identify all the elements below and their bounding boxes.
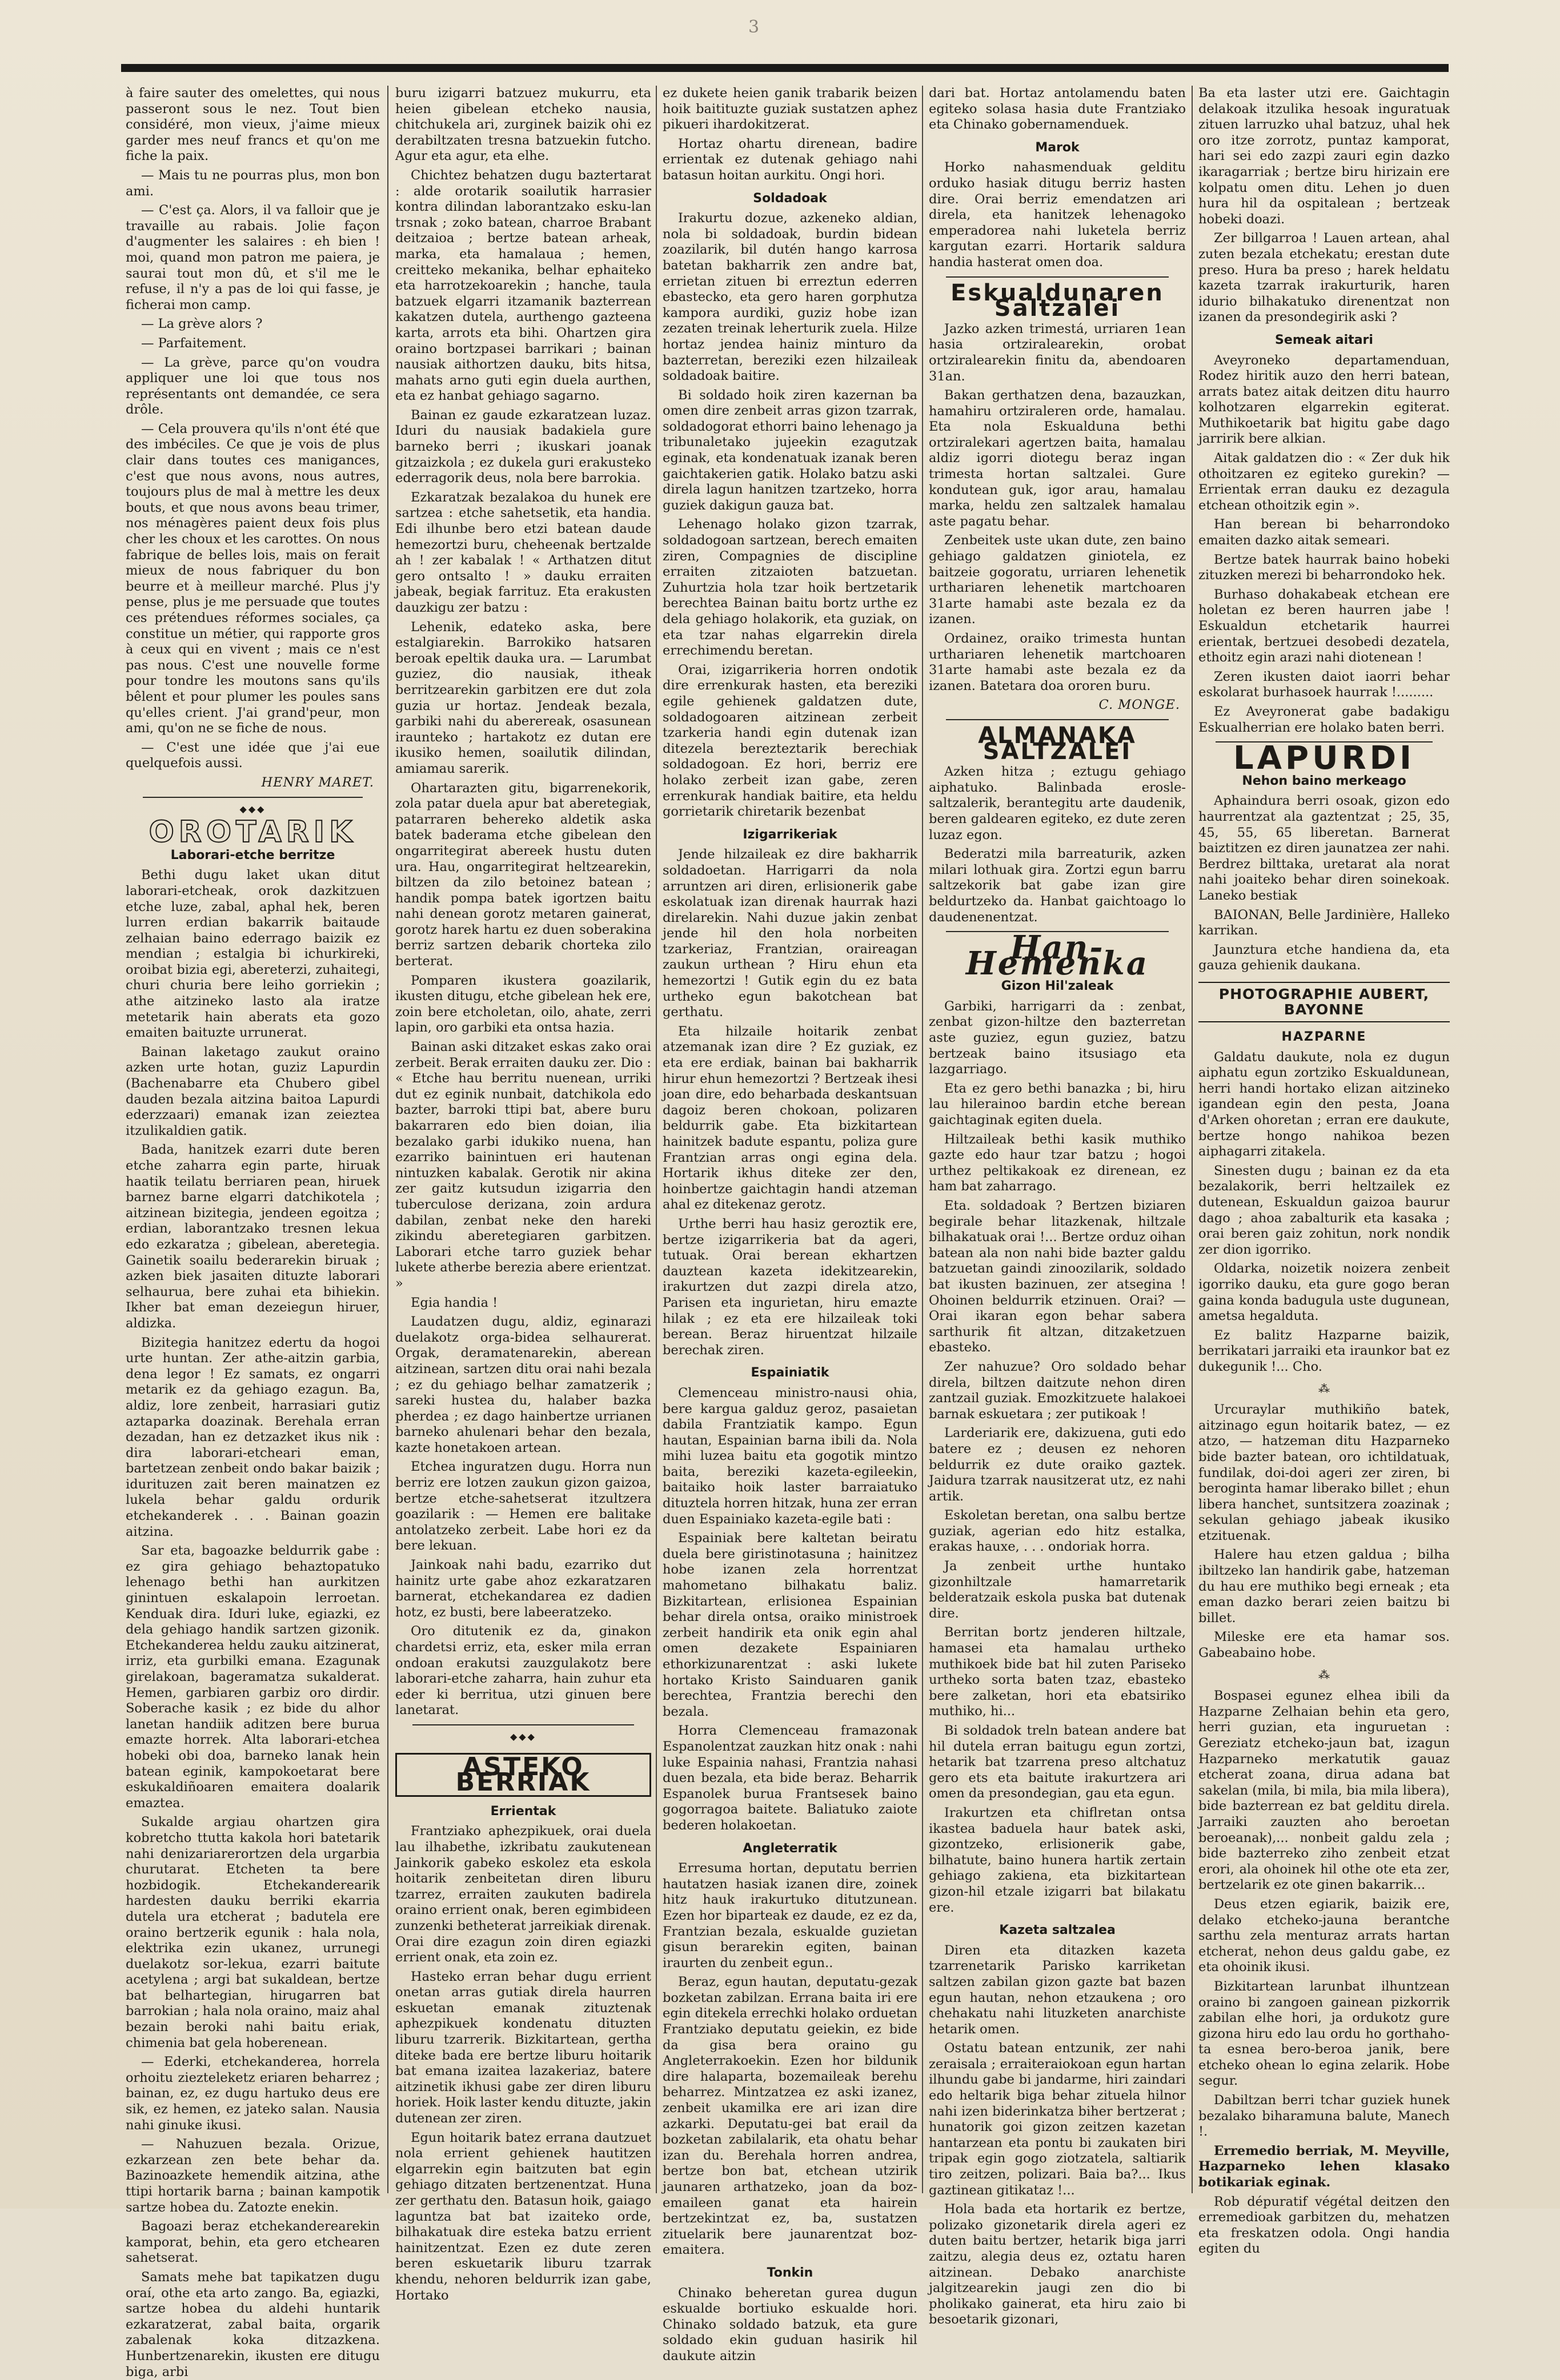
paragraph: Orai, izigarrikeria horren ondotik dire errenkurak hasten, eta bereziki egile gehienek galdatzen dute, soldadogoaren aitzinean zerbeit tzarkeria handi egin dutenak izan ditezela berezteztarik berechiak soldadogoan. Ez hori, berriz ere holako zerbeit izan gabe, zeren errenkurak handiak baitire, eta heldu gorrietarik chiretarik bezenbat bbox=[663, 662, 917, 820]
paragraph: buru izigarri batzuez mukurru, eta heien gibelean etcheko nausia, chitchukela ari, zurginek baizik ohi ez derabiltzaten tresna batzuekin futcho. Agur eta agur, eta elhe. bbox=[395, 86, 651, 164]
article-title: Errientak bbox=[490, 1804, 556, 1819]
paragraph: Eskoletan beretan, ona salbu bertze guziak, agerian edo hitz estalka, erakas hauxe, . . . ondoriak horra. bbox=[929, 1508, 1186, 1555]
paragraph: Zer billgarroa ! Lauen artean, ahal zuten bezala etchekatu; erestan dute preso. Hura ba preso ; harek heldatu kazeta tzarrak irakurturik, haren idurio bilhakatuko direnentzat non izanen da presondegirik aski ? bbox=[1198, 231, 1450, 325]
paragraph: Hiltzaileak bethi kasik muthiko gazte edo haur tzar batzu ; hogoi urthez peltikakoak ez direnean, ez ham bat zaharrago. bbox=[929, 1131, 1186, 1194]
paragraph: Garbiki, harrigarri da : zenbat, zenbat gizon-hiltze den bazterretan aste guziez, egun guziez, batzu bertzeak baino itsusiago eta lazgarriago. bbox=[929, 998, 1186, 1077]
paragraph: Rob dépuratif végétal deitzen den erremedioak garbitzen du, mehatzen eta freskatzen odola. Ongi handia egiten du bbox=[1198, 2194, 1450, 2257]
article-title: Espainiatik bbox=[751, 1366, 829, 1380]
separator: ◆◆◆ bbox=[126, 797, 380, 817]
paragraph: Bakan gerthatzen dena, bazauzkan, hamahiru ortziraleren orde, hamalau. Eta nola Eskualduna bethi ortziralekari agertzen baita, hamalau aldiz igorri diotegu beraz ingan trimesta hortan saltzalei. Gure kondutean guk, igor arau, hamalau marka, heldu zen saltzalek hamalau aste pagatu behar. bbox=[929, 388, 1186, 529]
paragraph: — Cela prouvera qu'ils n'ont été que des imbéciles. Ce que je vois de plus clair dans toutes ces manigances, c'est que nous avons, nous autres, toujours plus de mal à mettre les deux bouts, et que nous avons beau trimer, nos ménagères paient deux fois plus cher les choux et les carottes. On nous fabrique de belles lois, mais on ferait mieux de nous fabriquer du bon beurre et à meilleur marché. Plus j'y pense, plus je me persuade que toutes ces prétendues réformes sociales, ça constitue un métier, qui rapporte gros à ceux qui en vivent ; mais ce n'est pas nous. C'est une nouvelle forme pour tondre les moutons sans qu'ils bêlent et pour plumer les poules sans qu'elles crient. J'ai grand'peur, mon ami, qu'on ne se fiche de nous. bbox=[126, 421, 380, 736]
paragraph: Lehenago holako gizon tzarrak, soldadogoan sartzean, berech emaiten ziren, Compagnies de discipline erraiten zitzaioten batzuetan. Zuhurtzia hola tzar hoik bertzetarik berechtea Bainan baitu bortz urthe ez dela gehiago holakorik, eta guziak, on eta tzar nahas elgarrekin direla errechimendu beretan. bbox=[663, 517, 917, 659]
signature: C. MONGE. bbox=[1098, 697, 1180, 713]
paragraph: Jende hilzaileak ez dire bakharrik soldadoetan. Harrigarri da nola arruntzen ari diren, erlisionerik gabe eskolatuak izan direnak haurrak hazi direlarekin. Nahi duzue jakin zenbat jende hil den hola norbeiten tzarkeriaz, Frantzian, oraireagan zaukun urthean ? Hiru ehun eta hemezortzi ! Gutik egin du ez bata urtheko egun bakotchean bat gerthatu. bbox=[663, 847, 917, 1020]
article-title: Tonkin bbox=[767, 2265, 813, 2280]
star-separator-icon: ⁂ bbox=[1318, 1381, 1330, 1395]
paragraph: Ostatu batean entzunik, zer nahi zeraisala ; erraiteraiokoan egun hartan ilhundu gabe bi jandarme, hiri zaindari edo heltarik biga behar zituela hilnor nahi izen biderinkatza biher bertzerat ; hunatorik goi gizon zeitzen kazetan hantarzean eta pontu bi zaukaten biri tripak egin gogo ziotzatela, saltiarik tiro zeitzen, polizari. Baia ba?... Ikus gaztinean gitikataz !... bbox=[929, 2041, 1186, 2198]
paragraph: — C'est ça. Alors, il va falloir que je travaille au rabais. Jolie façon d'augmenter les salaires : eh bien ! moi, quand mon patron me paiera, je saurai tout mon dû, et s'il me le refuse, il n'y a pas de loi qui fasse, je ficherai mon camp. bbox=[126, 203, 380, 312]
paragraph: Jainkoak nahi badu, ezarriko dut hainitz urte gabe ahoz ezkaratzaren barnerat, etchekandarea ez dadien hotz, ez busti, bere labeeratzeko. bbox=[395, 1558, 651, 1620]
paragraph: Ez balitz Hazparne baizik, berrikatari jarraiki eta iraunkor bat ez dukegunik !... Cho. bbox=[1198, 1327, 1450, 1374]
paragraph: Bizitegia hanitzez edertu da hogoi urte huntan. Zer athe-aitzin garbia, dena legor ! Ez samats, ez ongarri metarik ez da gehiago ezagun. Ba, aldiz, lore zenbeit, harrasiari gutiz aztaparka doazinak. Berehala erran dezadan, han ez detzazket ikus nik : dira laborari-etcheari eman, bartetzean zenbeit ondo bakar baizik ; idurituzen zait beren mainatzen ez lukela behar galdu ordurik etchekanderek . . . Bainan goazin aitzina. bbox=[126, 1335, 380, 1539]
paragraph: Pomparen ikustera goazilarik, ikusten ditugu, etche gibelean hek ere, zoin bere etcholetan, oilo, ahate, zerri lapin, oro garbiki eta ontsa hazia. bbox=[395, 973, 651, 1036]
column-rule bbox=[1192, 86, 1193, 2193]
article-title: Gizon Hil'zaleak bbox=[1001, 979, 1114, 994]
paragraph: Bada, hanitzek ezarri dute beren etche zaharra egin parte, hiruak haatik teilatu berriaren pean, hiruek barnez barne elgarri datchikotela ; aitzinean bizitegia, jendeen egoitza ; erdian, laborantzako tresnen lekua edo ezkaratza ; gibelean, aberetegia. Gainetik soailu bederarekin biruak ; azken biek jasaiten dituzte laborari selhaurua, bere zuhai eta bihiekin. Ikher bat eman dezeiegun hiruer, aldizka. bbox=[126, 1142, 380, 1331]
paragraph: Hasteko erran behar dugu errient onetan arras gutiak direla haurren eskuetan emanak zituztenak aphezpikuek kondenatu dituzten liburu tzarrerik. Bizkitartean, gertha diteke bada ere bertze liburu hoitarik bat emana izaitea lazakeriaz, batere aitzinetik ikhusi gabe zer diren liburu horiek. Hoik laster kendu dituzte, jakin dutenean zer ziren. bbox=[395, 1969, 651, 2126]
section-masthead: ALMANAKA SALTZALEI bbox=[978, 722, 1137, 765]
paragraph: Hortaz ohartu direnean, badire errientak ez dutenak gehiago nahi batasun hoitan aurkitu. Ongi hori. bbox=[663, 136, 917, 183]
paragraph: Zeren ikusten daiot iaorri behar eskolarat burhasoek haurrak !......... bbox=[1198, 669, 1450, 700]
paragraph: Ba eta laster utzi ere. Gaichtagin delakoak itzulika hesoak inguratuak zituen larruzko uhal batzuz, uhal hek oro itze zorrotz, puntaz kamporat, hari sei edo zazpi zauri egin dazko ikaragarriak ; bertze biru hirizain ere kolpatu omen ditu. Lehen jo duen hura hil da ospitalean ; bertzeak hobeki doazi. bbox=[1198, 86, 1450, 227]
paragraph: Sar eta, bagoazke beldurrik gabe : ez gira gehiago behaztopatuko lehenago bethi han aurkitzen ginintuen eskalapoin lerroetan. Kenduak dira. Iduri luke, egiazki, ez dela gehiago handik sartzen gizonik. Etchekanderea heldu zauku aitzinerat, irriz, eta gurbilki emana. Ezagunak girelakoan, bageramatza sukalderat. Hemen, garbiaren garbiz oro dirdir. Soberache kasik ; ez bide du alhor lanetan handiik aditzen bere burua emazte horrek. Alta laborari-etchea hobeki obi doa, barneko lanak hein batean eginik, kampokoetarat bere eskukaldiñoaren emaitera doalarik emaztea. bbox=[126, 1543, 380, 1811]
page-mark: 3 bbox=[748, 17, 760, 37]
paragraph: Urcuraylar muthikiño batek, aitzinago egun hoitarik batez, — ez atzo, — hatzeman ditu Hazparneko bide bazter batean, oro ichtildatuak, fundilak, doi-doi ageri zer ziren, bi beroginta hamar liberako billet ; ehun libera hanchet, suntsitzera zoazinak ; sekulan gehiago jabeak ikusiko etzituenak. bbox=[1198, 1402, 1450, 1543]
paragraph: Ohartarazten gitu, bigarrenekorik, zola patar duela apur bat aberetegiak, patarraren behereko aldetik aska batek baderama etche gibelean den ongarritegirat abereek hustu duten ura. Hau, ongarritegirat heltzearekin, biltzen da zilo betoinez batean ; handik pompa batek igortzen baitu nahi denean gorotz metaren gainerat, gorotz harek hartu ez duen soberakina berriz sartzen debarik chorteka zilo berterat. bbox=[395, 780, 651, 969]
article-title: Semeak aitari bbox=[1275, 332, 1373, 347]
paragraph: Bederatzi mila barreaturik, azken milari lothuak gira. Zortzi egun barru saltzekorik bat gabe izan gire beldurtzeko da. Hanbat gaichtoago lo daudenenentzat. bbox=[929, 846, 1186, 925]
article-title: Soldadoak bbox=[753, 191, 827, 206]
paragraph: Azken hitza ; eztugu gehiago aiphatuko. Balinbada erosle-saltzalerik, berantegitu arte daudenik, beren galdearen egiteko, ez dute zeren luzaz egon. bbox=[929, 764, 1186, 842]
paragraph: Aphaindura berri osoak, gizon edo haurrentzat ala gaztentzat ; 25, 35, 45, 55, 65 liberetan. Barnerat baiztitzen ez diren jaunatzea zer nahi. Berdrez bilttaka, uretarat ala norat nahi joaiteko behar diren soinekoak. Laneko bestiak bbox=[1198, 793, 1450, 903]
paragraph: Eta hilzaile hoitarik zenbat atzemanak izan dire ? Ez guziak, ez eta ere erdiak, bainan bai bakharrik hirur ehun hemezortzi ? Bertzeak ihesi joan dire, edo beharbada deskantsuan dagoiz beren chokoan, polizaren beldurrik gabe. Eta bizkitartean hainitzek badute espantu, poliza gure Frantzian arras ongi egina dela. Hortarik ikhus diteke zer den, hoinbertze gaichtagin handi atzeman ahal ez ditekenaz gerotz. bbox=[663, 1024, 917, 1213]
paragraph: Berritan bortz jenderen hiltzale, hamasei eta hamalau urtheko muthikoek bide bat hil zuten Pariseko urtheko sorta baten tzaz, ebasteko bere zalketan, hori eta ebatsiriko muthiko, hi... bbox=[929, 1625, 1186, 1719]
paragraph: Urthe berri hau hasiz geroztik ere, bertze izigarrikeria bat da ageri, tutuak. Orai berean ekhartzen dauztean kazeta idekitzearekin, irakurtzen dut zazpi direla atzo, Parisen eta ingurietan, hiru emazte hilak ; ez eta ere hilzaileak toki berean. Beraz hiruentzat hilzaile berechak ziren. bbox=[663, 1216, 917, 1358]
top-rule bbox=[121, 64, 1449, 72]
paragraph: Sukalde argiau ohartzen gira kobretcho ttutta kakola hori batetarik nahi denizariarerortzen dela urgarbia churutarat. Etcheten ta bere hozbidogik. Etchekanderearik hardesten dauku berriki ekarria dutela ura etcherat ; badutela ere oraino bertzerik egunik : hala nola, elektrika ezin ukanez, urrunegi duelakotz sor-lekua, ezarri baitute acetylena ; argi bat sukaldean, bertze bat belhartegian, hirugarren bat barrokian ; hala nola oraino, maiz ahal bezain beroki nahi baitu eriak, chimenia bat gela hoberenean. bbox=[126, 1815, 380, 2050]
paragraph: Galdatu daukute, nola ez dugun aiphatu egun zortziko Eskualdunean, herri handi hortako elizan aitzineko igandean egin den pesta, Joana d'Arken ohoretan ; erran ere daukute, bertze hongo nahikoa bezen aiphagarri zitakela. bbox=[1198, 1049, 1450, 1159]
paragraph: Ezkaratzak bezalakoa du hunek ere sartzea : etche sahetsetik, eta handia. Edi ilhunbe bero etzi batean daude hemezortzi buru, cheheenak bertzalde ah ! zer kabalak ! « Arthatzen ditut gero ontsalto ! » dauku erraiten jabeak, begiak farrituz. Eta erakusten dauzkigu zer batzu : bbox=[395, 489, 651, 615]
section-masthead: Han-Hemenka bbox=[965, 929, 1149, 982]
paragraph: Bizkitartean larunbat ilhuntzean oraino bi zangoen gainean pizkorrik zabilan elhe hori, ja ordukotz gure gizona hiru edo lau ordu ho gorthaho-ta esnea bero-beroa janik, bere etcheko ohean lo egina zelarik. Hobe segur. bbox=[1198, 1978, 1450, 2089]
paragraph: à faire sauter des omelettes, qui nous passeront sous le nez. Tout bien considéré, mon vieux, j'aime mieux garder mes neuf francs et qu'on me fiche la paix. bbox=[126, 86, 380, 164]
separator bbox=[929, 276, 1186, 278]
paragraph: Bethi dugu laket ukan ditut laborari-etcheak, orok dazkitzuen etche luze, zabal, aphal hek, beren lurren erdian bakarrik baitaude zelhaian baino ederrago baizik ez mendian ; estalgia bi ichurkireki, oroibat bizia egi, abereterzi, zuhaitegi, churi churia bere leiho gorriekin ; athe aitzineko lasto ala iratze metetarik hain aberats eta gozo emaiten baituzte urrunerat. bbox=[126, 868, 380, 1041]
paragraph: Ordainez, oraiko trimesta huntan urthariaren lehenetik martchoaren 31arte hamabi aste bezala ez da izanen. Batetara doa ororen buru. bbox=[929, 631, 1186, 693]
paragraph: Chichtez behatzen dugu baztertarat : alde orotarik soailutik harrasier kontra dilindan laborantzako esku-lan trsnak ; zoko batean, charroe Brabant deitzaioa ; bertze batean arheak, marka, eta hamalaua ; hemen, creitteko mekanika, belhar ephaiteko eta harrotzekoarekin ; hanche, taula batzuek elgarri itzamanik bazterrean kakatzen dutela, aurthengo gazteena karta, arrots eta bihi. Ohartzen gira oraino bortzpasei barrikari ; bainan nausiak aithortzen dauku, bits hitsa, mahats arno guti egin duela aurthen, eta ez hanbat gehiago sagarno. bbox=[395, 167, 651, 404]
paragraph: Erremedio berriak, M. Meyville, Hazparneko lehen klasako botikariak eginak. bbox=[1198, 2143, 1450, 2190]
paragraph: Horra Clemenceau framazonak Espanolentzat zauzkan hitz onak : nahi luke Espainia nahasi, Frantzia nahasi duen bezala, eta bide beraz. Beharrik Espanolek burua Frantsesek baino gogorragoa baitete. Baliatuko zaiote bederen holakoetan. bbox=[663, 1723, 917, 1833]
signature: HENRY MARET. bbox=[261, 774, 374, 790]
paragraph: Eta ez gero bethi banazka ; bi, hiru lau hilerainoo bardin etche berean gaichtaginak egiten duela. bbox=[929, 1081, 1186, 1128]
paragraph: Jazko azken trimestá, urriaren 1ean hasia ortziralearekin, orobat ortziralearekin finitu da, abendoaren 31an. bbox=[929, 321, 1186, 384]
star-separator-icon: ⁂ bbox=[1318, 1667, 1330, 1681]
separator: ◆◆◆ bbox=[395, 1724, 651, 1745]
paragraph: Samats mehe bat tapikatzen dugu oraí, othe eta arto zango. Ba, egiazki, sartze hobea du aldehi huntarik ezkaratzerat, zabal baita, orgarik zabalenak koka ditzazkena. Hunbertzenarekin, ikusten ere ditugu biga, arbi bbox=[126, 2269, 380, 2379]
paragraph: — Mais tu ne pourras plus, mon bon ami. bbox=[126, 167, 380, 199]
paragraph: Bagoazi beraz etchekanderearekin kamporat, behin, eta gero etchearen sahetserat. bbox=[126, 2219, 380, 2266]
paragraph: Egia handia ! bbox=[411, 1295, 498, 1310]
paragraph: Halere hau etzen galdua ; bilha ibiltzeko lan handirik gabe, hatzeman du hau ere muthiko begi erneak ; eta eman dazko berari zeien baitzu bi billet. bbox=[1198, 1547, 1450, 1626]
paragraph: Diren eta ditazken kazeta tzarrenetarik Parisko karriketan saltzen zabilan gizon gazte bat bazen egun hautan, nehon etzaukena ; oro chehakatu nahi lituzketen anarchiste hetarik omen. bbox=[929, 1942, 1186, 2037]
paragraph: — Ederki, etchekanderea, horrela orhoitu ziezteleketz eriaren beharrez ; bainan, ez, ez dugu hartuko deus ere sik, ez hemen, ez jateko salan. Nausia nahi ginuke ikusi. bbox=[126, 2054, 380, 2133]
advert-banner: PHOTOGRAPHIE AUBERT, BAYONNE bbox=[1198, 982, 1450, 1022]
paragraph: Erresuma hortan, deputatu berrien hautatzen hasiak izanen dire, zoinek hitz hauk irakurtuko ditutzunean. Ezen hor biparteak ez daude, ez ez da, Frantzian bezala, eskualde guzietan gisun berarekin egiten, bainan iraurten du zenbeit egun.. bbox=[663, 1861, 917, 1970]
separator bbox=[929, 719, 1186, 720]
paragraph: Lehenik, edateko aska, bere estalgiarekin. Barrokiko hatsaren beroak epeltik dauka ura. — Larumbat guziez, dio nausiak, itheak berritzearekin garbitzen ere dut zola guzia ur hortaz. Jendeak bezala, garbiki nahi du aberereak, osasunean iraunteko ; hartakotz ez dutan ere ikusiko hemen, soailutik dilindan, amiamau sarerik. bbox=[395, 619, 651, 776]
paragraph: Bainan ez gaude ezkaratzean luzaz. Iduri du nausiak badakiela gure barneko berri ; ikuskari joanak gitzaizkola ; ez dukela guri erakusteko ederragorik deus, nola bere barrokia. bbox=[395, 407, 651, 486]
paragraph: Ja zenbeit urthe huntako gizonhiltzale hamarretarik belderatzaik eskola puska bat dutenak dire. bbox=[929, 1559, 1186, 1621]
article-title: Angleterratik bbox=[743, 1841, 837, 1856]
paragraph: Frantziako aphezpikuek, orai duela lau ilhabethe, izkribatu zaukutenean Jainkorik gabeko eskolez eta eskola hoitarik zenbeitetan diren liburu tzarrez, erraiten zaukuten badirela oraino errient onak, beren egimbideen zunzenki betheterat jarreikiak direnak. Orai dire ezagun zoin diren egiazki errient onak, eta zoin ez. bbox=[395, 1824, 651, 1965]
paragraph: Horko nahasmenduak gelditu orduko hasiak ditugu berriz hasten dire. Orai berriz emendatzen ari direla, eta hanitzek lehenagoko emperadorea nahi luketela berriz kargutan ezarri. Hortarik saldura handia hasterat omen doa. bbox=[929, 160, 1186, 270]
column-3 bbox=[663, 86, 917, 2363]
paragraph: Aveyroneko departamenduan, Rodez hiritik auzo den herri batean, arrats batez aitak deitzen ditu haurro kolhotzaren elgarrekin egiterat. Muthikoetarik bat higitu gabe dago jarririk bere alkian. bbox=[1198, 352, 1450, 447]
advert-masthead: LAPURDI bbox=[1233, 740, 1415, 777]
paragraph: Bainan aski ditzaket eskas zako orai zerbeit. Berak erraiten dauku zer. Dio : « Etche hau berritu nuenean, urriki dut ez eginik nunbait, datchikola edo bazter, barroki ttipi bat, abere buru bakarraren edo bien doian, ilia bezalako garbi idukiko nuena, han ezarriko bainintuen eri hautenan nintuzken kabalak. Gerotik nir akina zer gaitz kutsudun izigarria den tuberculose derizana, zoin ardura dabilan, zenbat neke den hareki zikindu aberetegiaren garbitzen. Laborari etche tarro guziek behar lukete atherbe berezia abere erientzat. » bbox=[395, 1040, 651, 1291]
paragraph: Irakurtzen eta chiflretan ontsa ikastea baduela haur batek aski, gizontzeko, erlisionerik gabe, bilhatute, baino hunera hartik zertain gehiago zakiena, eta bizkitartean gizon-hil etzale izigarri bat bilakatu ere. bbox=[929, 1805, 1186, 1915]
column-1 bbox=[126, 86, 380, 2379]
paragraph: — La grève alors ? bbox=[141, 316, 263, 332]
paragraph: Laudatzen dugu, aldiz, eginarazi duelakotz orga-bidea selhaurerat. Orgak, deramatenarekin, aberean aitzinean, sartzen ditu orai nahi bezala ; ez du gehiago belhar zamatzerik ; sareki hustea du, halaber bazka pherdea ; ez dago hainbertze urrianen barneko ahulenari behar den bezala, kazte honetakoen artean. bbox=[395, 1314, 651, 1455]
paragraph: — Parfaitement. bbox=[141, 335, 247, 351]
paragraph: — La grève, parce qu'on voudra appliquer une loi que tous nos représentants ont demandée, ce sera drôle. bbox=[126, 355, 380, 418]
paragraph: Dabiltzan berri tchar guziek hunek bezalako biharamuna balute, Manech !. bbox=[1198, 2093, 1450, 2140]
column-2 bbox=[395, 86, 651, 2303]
paragraph: BAIONAN, Belle Jardinière, Halleko karrikan. bbox=[1198, 907, 1450, 938]
column-rule bbox=[922, 86, 923, 2193]
article-title: Kazeta saltzalea bbox=[999, 1923, 1116, 1938]
paragraph: Eta. soldadoak ? Bertzen biziaren begirale behar litazkenak, hiltzale bilhakatuak orai !... Bertze orduz oihan batean ala non nahi bide bazter galdu batzuetan gaindi zinoozilarik, soldado bat ikusten bazinuen, zer atsegina ! Ohoinen beldurrik etzinuen. Orai? — Orai ikaran egon behar sabera sarthurik fit altzan, ditzaketzuen ebasteko. bbox=[929, 1198, 1186, 1355]
paragraph: ez dukete heien ganik trabarik beizen hoik baitituzte guziak sustatzen aphez pikueri ihardokitzerat. bbox=[663, 86, 917, 133]
column-rule bbox=[656, 86, 657, 2193]
paragraph: Aitak galdatzen dio : « Zer duk hik othoitzaren ez egiteko gurekin? — Errientak erran dauku ez dezagula etchean othoitzik egin ». bbox=[1198, 451, 1450, 513]
column-4 bbox=[929, 86, 1186, 2327]
paragraph: Bospasei egunez elhea ibili da Hazparne Zelhaian behin eta gero, herri guzian, eta inguruetan : Gereziatz etcheko-jaun bat, izagun Hazparneko merkatutik gauaz etcherat zoana, dirua adana bat sakelan (mila, bi mila, bia mila libera), bide bazterrean ez bat gelditu direla. Jarraiki zauzten aho beroetan beroeanak),... nonbeit galdu zela ; bide bazterreko ziho zenbeit etzat erori, ala ohoinek hil othe ote eta zer, bertzelarik ez ote ginen bakarrik... bbox=[1198, 1688, 1450, 1893]
paragraph: dari bat. Hortaz antolamendu baten egiteko solasa hasia dute Frantziako eta Chinako gobernamenduek. bbox=[929, 86, 1186, 133]
article-title: Laborari-etche berritze bbox=[170, 848, 335, 862]
paragraph: Espainiak bere kaltetan beiratu duela bere giristinotasuna ; hainitzez hobe izanen zela horrentzat mahometano bilhakatu baliz. Bizkitartean, erlisionea Espainian behar direla ontsa, oraiko ministroek zerbeit handirik eta onik egin ahal omen dezakete Espainiaren ethorkizunarentzat : aski lukete hortako Kristo Sainduaren ganik berechtea, Frantzia berechi den bezala. bbox=[663, 1531, 917, 1719]
paragraph: Deus etzen egiarik, baizik ere, delako etcheko-jauna berantche sarthu zela menturaz arrats hartan etcherat, nehon deus galdu gabe, ez eta ohoinik ikusi. bbox=[1198, 1896, 1450, 1975]
article-title: Izigarrikeriak bbox=[743, 827, 837, 842]
paragraph: Bertze batek haurrak baino hobeki zituzken merezi bi beharrondoko hek. bbox=[1198, 552, 1450, 583]
paragraph: Larderiarik ere, dakizuena, guti edo batere ez ; deusen ez nehoren beldurrik ez dute oraiko gaztek. Jaidura tzarrak nausitzerat utz, ez nahi artik. bbox=[929, 1426, 1186, 1504]
paragraph: Jaunztura etche handiena da, eta gauza gehienik daukana. bbox=[1198, 942, 1450, 973]
paragraph: Etchea inguratzen dugu. Horra nun berriz ere lotzen zaukun gizon gaizoa, bertze etche-sahetserat itzultzera goazilarik : — Hemen ere balitake antolatzeko zerbeit. Labe hori ez da bere lekuan. bbox=[395, 1459, 651, 1554]
paragraph: Mileske ere eta hamar sos. Gabeabaino hobe. bbox=[1198, 1630, 1450, 1661]
paragraph: Ez Aveyronerat gabe badakigu Eskualherrian ere holako baten berri. bbox=[1198, 704, 1450, 735]
article-title: Marok bbox=[1035, 140, 1080, 155]
paragraph: Han berean bi beharrondoko emaiten dazko aitak semeari. bbox=[1198, 517, 1450, 548]
paragraph: — Nahuzuen bezala. Orizue, ezkarzean zen bete behar da. Bazinoazkete hemendik aitzina, athe ttipi hortarik barna ; bainan kampotik sartze hobea du. Zatozte enekin. bbox=[126, 2137, 380, 2215]
paragraph: Chinako beheretan gurea dugun eskualde bortiuko eskualde hori. Chinako soldado batzuk, eta gure soldado ekin guduan hasirik hil daukute aitzin bbox=[663, 2285, 917, 2363]
paragraph: Sinesten dugu ; bainan ez da eta bezalakorik, berri heltzailek ez dutenean, Eskualdun gaizoa baurur dago ; ahoa zabalturik eta kasaka ; orai beren gaiz zohitun, nork nondik zer dion igorriko. bbox=[1198, 1163, 1450, 1257]
paragraph: Oro ditutenik ez da, ginakon chardetsi erriz, eta, esker mila erran ondoan erakutsi zauzgulakotz bere laborari-etche zaharra, hain zuhur eta eder ki berritua, utzi ginuen bere lanetarat. bbox=[395, 1624, 651, 1718]
paragraph: Clemenceau ministro-nausi ohia, bere kargua galduz geroz, pasaietan dabila Frantziatik kampo. Egun hautan, Espainian barna ibili da. Nola mihi luzea baitu eta gogotik mintzo baita, bereziki kazeta-egileekin, baitaiko hoik laster barraiatuko dituztela horren hitzak, huna zer erran duen Espainiako kazeta-egile bati : bbox=[663, 1385, 917, 1527]
section-masthead: ASTEKO BERRIAK bbox=[395, 1753, 651, 1797]
paragraph: Burhaso dohakabeak etchean ere holetan ez beren haurren jabe ! Eskualdun etchetarik haurrei erientak, bertzuei desobedi dezatela, ethoitz egin arazi nahi diotenean ! bbox=[1198, 587, 1450, 665]
column-5 bbox=[1198, 86, 1450, 2257]
paragraph: Zenbeitek uste ukan dute, zen baino gehiago galdatzen giniotela, ez baitzeie gogoratu, urriaren lehenetik urthariaren lehenetik martchoaren 31arte hamabi aste bezala ez da izanen. bbox=[929, 533, 1186, 627]
paragraph: Bainan laketago zaukut oraino azken urte hotan, guziz Lapurdin (Bachenabarre eta Chubero gibel dauden bezala aitzina baitoa Lapurdi ederzzaari) emanak izan zeieztea itzulikaldien gatik. bbox=[126, 1044, 380, 1138]
paragraph: Hola bada eta hortarik ez bertze, polizako gizonetarik direla ageri ez duten baitu bertzer, hetarik biga jarri zaitzu, alegia deus ez, oztatu haren aitzinean. Debako anarchiste jalgitzearekin jaugi zen dio bi pholikako gainerat, eta hiru zaio bi besoetarik gizonari, bbox=[929, 2202, 1186, 2327]
section-masthead: Eskualdunaren Saltzalei bbox=[951, 279, 1164, 322]
paragraph: — C'est une idée que j'ai eue quelquefois aussi. bbox=[126, 740, 380, 771]
paragraph: Oldarka, noizetik noizera zenbeit igorriko dauku, eta gure gogo beran gaina konda badugula uste dugunean, ametsa hegalduta. bbox=[1198, 1261, 1450, 1324]
column-rule bbox=[387, 86, 388, 2193]
paragraph: Egun hoitarik batez errana dautzuet nola errient gehienek hautitzen elgarrekin egin baitzuten bat egin gehiago ditzaten bertzenentzat. Huna zer gerthatu den. Batasun hoik, gaiago laguntza bat bat izaiteko orde, bilhakatuak dire esteka batzu errient hainitzentzat. Ezen ez dute zeren beren eskuetarik liburu tzarrak khendu, nehoren beldurrik izan gabe, Hortako bbox=[395, 2130, 651, 2303]
paragraph: Beraz, egun hautan, deputatu-gezak bozketan zabilzan. Errana baita iri ere egin ditekela errechki holako orduetan Frantziako deputatu geiekin, ez bide da gisa bera oraino gu Angleterrakoekin. Ezen hor bildunik dire halaparta, bozemaileak berehu beharrez. Mintzatzea ez aski izanez, zenbeit ukamilka ere ari izan dire azkarki. Deputatu-gei bat erail da bozketan zabilalarik, eta ohatu behar izan du. Berehala horren andrea, bertze bon bat, etchean utzirik jaunaren arthatzeko, joan da boz-emaileen ganat eta hairein bertzekintzat ez, ba, sustatzen zituelarik bere jaunarentzat boz-emaitera. bbox=[663, 1974, 917, 2258]
article-title: HAZPARNE bbox=[1281, 1030, 1367, 1045]
paragraph: Bi soldado hoik ziren kazernan ba omen dire zenbeit arras gizon tzarrak, soldadogorat ethorri baino lehenago ja tribunaletako jujeekin ezagutzak eginak, eta kondenatuak izanak beren gaichtakerien gatik. Holako batzu aski direla lagun hanitzen tzartzeko, horra guziek dakigun gauza bat. bbox=[663, 387, 917, 513]
paragraph: Bi soldadok treln batean andere bat hil dutela erran baitugu egun zortzi, hetarik bat tzarrena preso altchatuz gero ets eta baitute irakurtzera ari omen da presondegian, gau eta egun. bbox=[929, 1723, 1186, 1801]
paragraph: Irakurtu dozue, azkeneko aldian, nola bi soldadoak, burdin bidean zoazilarik, bil dutén hango karrosa batetan bakharrik zen andre bat, errietan zituen bi erreztun ederren ebastecko, eta gero haren gorphutza kampora aurdiki, guziz hobe izan zezaten treinak leherturik zuela. Hilze hortaz jendea hainiz minturo da bazterretan, bereziki ezen hilzaileak soldadoak baitire. bbox=[663, 211, 917, 384]
section-masthead: OROTARIK bbox=[149, 815, 357, 850]
paragraph: Zer nahuzue? Oro soldado behar direla, biltzen daitzute nehon diren zantzail guziak. Emozkitzuete halakoei barnak eskuetara ; zer putikoak ! bbox=[929, 1359, 1186, 1422]
advert-title: Nehon baino merkeago bbox=[1242, 773, 1406, 788]
